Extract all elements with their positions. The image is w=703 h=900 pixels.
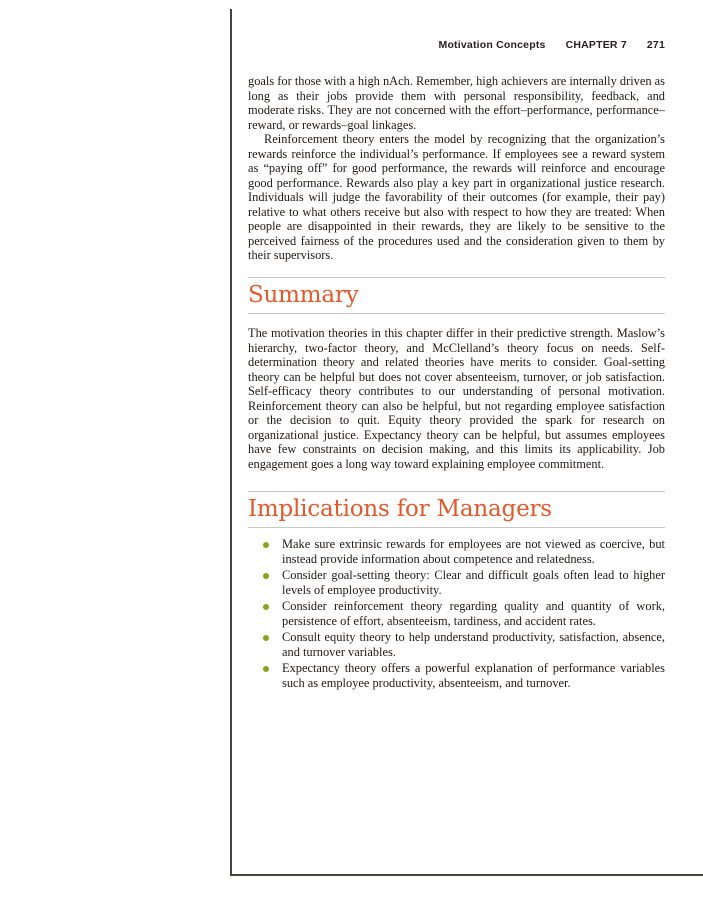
header-chapter-label: CHAPTER 7: [565, 39, 627, 51]
page-content: [248, 0, 665, 900]
summary-section: [248, 277, 665, 471]
body-text-block: [248, 74, 665, 263]
paragraph-nach: goals for those with a high nAch. Remember, high achievers are internally driven as long as their jobs provide them with personal responsibility, feedback, and moderate risks. They are not concerned with the effort–performance, performance–reward, or rewards–goal linkages.: [248, 74, 665, 132]
page-edge-left: [230, 9, 232, 876]
list-item: [262, 568, 665, 597]
list-item: [262, 630, 665, 659]
header-page-number: 271: [646, 39, 665, 51]
rule-below-implications: [248, 527, 665, 528]
list-item-text: Expectancy theory offers a powerful explanation of performance variables such as employee productivity, absenteeism, and turnover.: [282, 661, 665, 690]
bullet-icon: [263, 573, 269, 579]
bullet-icon: [263, 542, 269, 548]
summary-heading: Summary: [248, 282, 359, 308]
rule-below-summary: [248, 313, 665, 314]
bullet-icon: [263, 635, 269, 641]
list-item: [262, 599, 665, 628]
header-section-title: Motivation Concepts: [438, 39, 546, 51]
running-header: [248, 39, 665, 51]
list-item-text: Consider goal-setting theory: Clear and difficult goals often lead to higher levels of employee productivity.: [282, 568, 665, 597]
implications-section: [248, 491, 665, 692]
list-item: [262, 661, 665, 690]
bullet-icon: [263, 666, 269, 672]
list-item: [262, 537, 665, 566]
list-item-text: Consider reinforcement theory regarding quality and quantity of work, persistence of effort, absenteeism, tardiness, and accident rates.: [282, 599, 665, 628]
implications-list: [248, 537, 665, 690]
list-item-text: Make sure extrinsic rewards for employees are not viewed as coercive, but instead provide information about competence and relatedness.: [282, 537, 665, 566]
implications-heading: Implications for Managers: [248, 496, 552, 522]
bullet-icon: [263, 604, 269, 610]
summary-paragraph: The motivation theories in this chapter differ in their predictive strength. Maslow’s hierarchy, two-factor theory, and McClelland’s theory focus on needs. Self-determination theory and related theories have merits to consider. Goal-setting theory can be helpful but does not cover absenteeism, turnover, or job satisfaction. Self-efficacy theory contributes to our understanding of personal motivation. Reinforcement theory can also be helpful, but not regarding employee satisfaction or the decision to quit. Equity theory provided the spark for research on organizational justice. Expectancy theory can be helpful, but assumes employees have few constraints on decision making, and this limits its applicability. Job engagement goes a long way toward explaining employee commitment.: [248, 326, 665, 471]
list-item-text: Consult equity theory to help understand productivity, satisfaction, absence, and turnover variables.: [282, 630, 665, 659]
paragraph-reinforcement: Reinforcement theory enters the model by recognizing that the organization’s rewards reinforce the individual’s performance. If employees see a reward system as “paying off” for good performance, the rewards will reinforce and encourage good performance. Rewards also play a key part in organizational justice research. Individuals will judge the favorability of their outcomes (for example, their pay) relative to what others receive but also with respect to how they are treated: When people are disappointed in their rewards, they are likely to be sensitive to the perceived fairness of the procedures used and the consideration given to them by their supervisors.: [248, 132, 665, 262]
